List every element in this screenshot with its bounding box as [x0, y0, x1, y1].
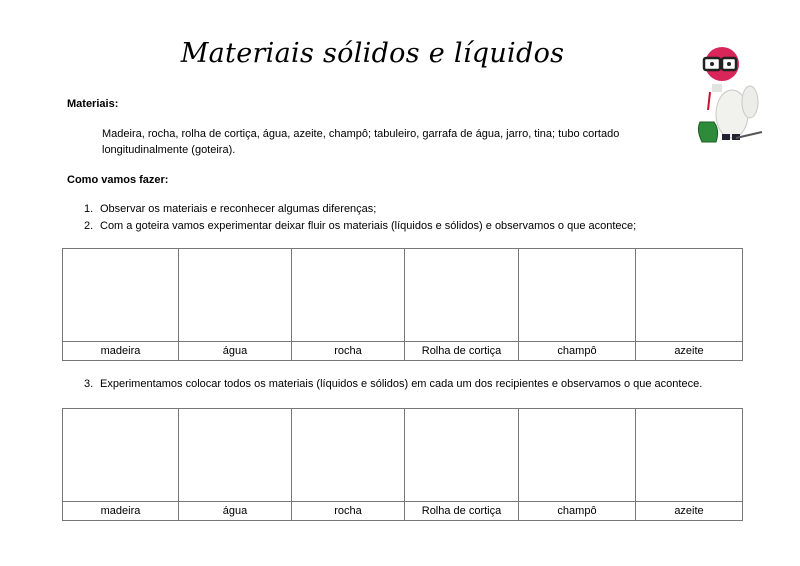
material-label: azeite: [636, 502, 743, 521]
material-label: madeira: [63, 502, 179, 521]
page-title: Materiais sólidos e líquidos: [180, 38, 565, 69]
material-label: champô: [519, 502, 636, 521]
drawing-cell[interactable]: [405, 249, 519, 342]
steps-list-continued: [84, 376, 702, 393]
material-label: azeite: [636, 342, 743, 361]
materials-text: Madeira, rocha, rolha de cortiça, água, azeite, champô; tabuleiro, garrafa de água, jarro, tina; tubo cortado longitudinalmente (goteira).: [102, 128, 620, 156]
material-label: champô: [519, 342, 636, 361]
drawing-cell[interactable]: [292, 249, 405, 342]
drawing-cell[interactable]: [63, 409, 179, 502]
material-label: madeira: [63, 342, 179, 361]
steps-list: [84, 201, 636, 234]
material-label: água: [179, 342, 292, 361]
material-label: Rolha de cortiça: [405, 502, 519, 521]
step-number: 2.: [84, 219, 94, 232]
scientist-figure-icon: [692, 34, 768, 146]
material-label: rocha: [292, 502, 405, 521]
step-text: Observar os materiais e reconhecer algumas diferenças;: [100, 203, 377, 215]
list-item: [84, 201, 636, 218]
drawing-cell[interactable]: [292, 409, 405, 502]
drawing-cell[interactable]: [179, 409, 292, 502]
drawing-cell[interactable]: [179, 249, 292, 342]
drawing-cell[interactable]: [519, 409, 636, 502]
drawing-cell[interactable]: [63, 249, 179, 342]
material-label: água: [179, 502, 292, 521]
observation-table-1: [62, 248, 743, 361]
step-number: 3.: [84, 378, 94, 390]
step-text: Experimentamos colocar todos os materiais (líquidos e sólidos) em cada um dos recipientes e observamos o que acontece.: [100, 378, 703, 390]
step-number: 1.: [84, 203, 94, 215]
observation-table-2: [62, 408, 743, 521]
material-label: Rolha de cortiça: [405, 342, 519, 361]
drawing-cell[interactable]: [636, 409, 743, 502]
step-text: Com a goteira vamos experimentar deixar fluir os materiais (líquidos e sólidos) e observamos o que acontece;: [100, 219, 637, 232]
materials-heading: Materiais:: [67, 98, 119, 110]
drawing-cell[interactable]: [519, 249, 636, 342]
list-item: [84, 218, 636, 235]
list-item: [84, 376, 702, 393]
drawing-cell[interactable]: [405, 409, 519, 502]
material-label: rocha: [292, 342, 405, 361]
method-heading: Como vamos fazer:: [67, 174, 169, 186]
drawing-cell[interactable]: [636, 249, 743, 342]
